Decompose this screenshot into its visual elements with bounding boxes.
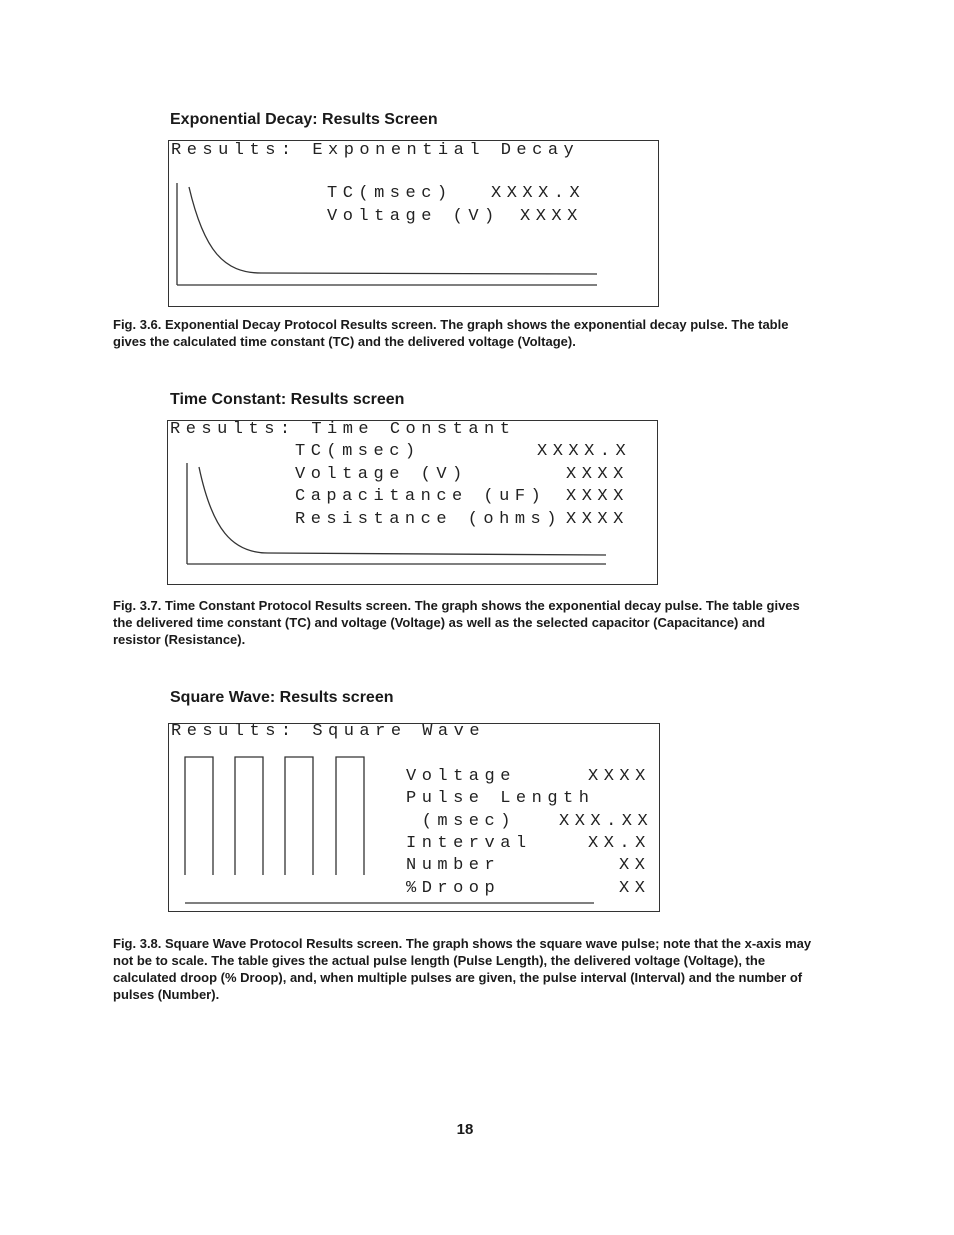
fig38-caption: Fig. 3.8. Square Wave Protocol Results screen. The graph shows the square wave pulse; note that the x-axis may not be to scale. The table gives the actual pulse length (Pulse Length), the delivered voltage (Voltage), the calculated droop (% Droop), and, when multiple pulses are given, the pulse interval (Interval) and the number of pulses (Number). (113, 936, 812, 1002)
fig37-row-value: XXXX (566, 487, 629, 506)
fig37-decay-graph (168, 421, 659, 586)
fig38-screen-title: Results: Square Wave (171, 722, 486, 741)
fig36-results-screen (168, 140, 659, 307)
square-pulse (285, 757, 313, 875)
fig37-row-value: XXXX.X (537, 442, 632, 461)
fig36-row-value: XXXX.X (491, 184, 586, 203)
fig38-square-wave-graph (169, 724, 661, 913)
fig38-row-value: XX.X (588, 834, 651, 853)
fig37-row-label: Resistance (ohms) (295, 510, 562, 529)
fig37-heading: Time Constant: Results screen (170, 391, 405, 408)
fig36-row-label: TC(msec) (327, 184, 453, 203)
fig36-caption: Fig. 3.6. Exponential Decay Protocol Results screen. The graph shows the exponential decay pulse. The table gives the calculated time constant (TC) and the delivered voltage (Voltage). (113, 317, 789, 349)
square-pulse (336, 757, 364, 875)
fig38-row-label: Interval (406, 834, 532, 853)
fig37-row-label: Voltage (V) (295, 465, 468, 484)
fig37-caption: Fig. 3.7. Time Constant Protocol Results screen. The graph shows the exponential decay pulse. The table gives the delivered time constant (TC) and voltage (Voltage) as well as the selected capacitor (Capacitance) and resistor (Resistance). (113, 598, 800, 647)
fig38-row-value: XX (619, 856, 651, 875)
fig38-results-screen (168, 723, 660, 912)
fig37-row-label: Capacitance (uF) (295, 487, 547, 506)
fig36-decay-graph (169, 141, 660, 308)
fig38-row-label: %Droop (406, 879, 501, 898)
decay-curve (189, 187, 597, 274)
fig38-row-label: (msec) (406, 812, 516, 831)
fig36-heading: Exponential Decay: Results Screen (170, 111, 438, 128)
fig38-row-value: XXXX (588, 767, 651, 786)
fig38-row-label: Voltage (406, 767, 516, 786)
fig37-results-screen (167, 420, 658, 585)
fig36-screen-title: Results: Exponential Decay (171, 141, 580, 160)
fig37-row-label: TC(msec) (295, 442, 421, 461)
fig36-row-label: Voltage (V) (327, 207, 500, 226)
fig37-row-value: XXXX (566, 465, 629, 484)
fig37-row-value: XXXX (566, 510, 629, 529)
fig36-row-value: XXXX (520, 207, 583, 226)
square-pulse (235, 757, 263, 875)
decay-curve (199, 467, 606, 555)
fig37-screen-title: Results: Time Constant (170, 420, 516, 439)
fig38-row-value: XX (619, 879, 651, 898)
page-number: 18 (456, 1121, 474, 1138)
fig38-heading: Square Wave: Results screen (170, 689, 394, 706)
fig38-row-label: Pulse Length (406, 789, 595, 808)
fig38-row-value: XXX.XX (559, 812, 654, 831)
fig38-row-label: Number (406, 856, 501, 875)
square-pulse (185, 757, 213, 875)
